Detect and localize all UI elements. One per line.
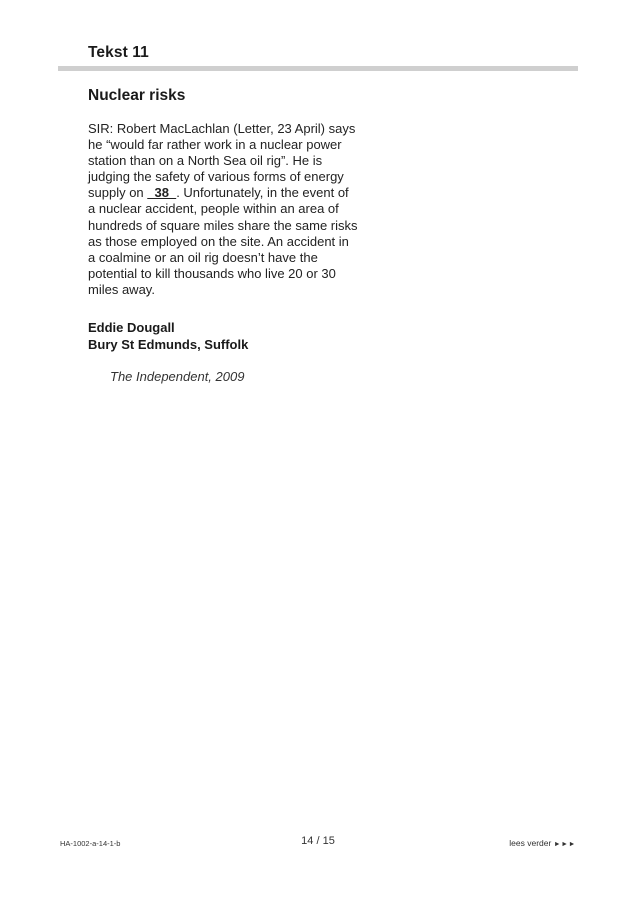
signature — [88, 320, 248, 353]
body-text-after-blank: . Unfortunately, in the event of a nuclear accident, people within an area of hundreds of square miles share the same risks as those employed on the site. An accident in a coalmine or an oil rig doesn’t have the potential to kill thousands who live 20 or 30 miles away. — [88, 185, 358, 297]
arrow-right-icon: ►►► — [553, 841, 576, 848]
page-number: 14 / 15 — [301, 835, 335, 847]
section-divider — [58, 66, 578, 71]
article-title: Nuclear risks — [88, 87, 186, 104]
exam-code: HA-1002-a-14-1-b — [60, 839, 121, 848]
source-citation: The Independent, 2009 — [110, 369, 245, 384]
question-blank-38: 38 — [147, 185, 177, 201]
continue-label — [509, 838, 576, 848]
article-body — [88, 121, 358, 298]
letter-paragraph — [88, 121, 358, 298]
section-label: Tekst 11 — [88, 44, 149, 61]
continue-text: lees verder — [509, 838, 552, 848]
page-footer — [58, 835, 578, 851]
author-name: Eddie Dougall — [88, 320, 175, 335]
author-location: Bury St Edmunds, Suffolk — [88, 336, 249, 352]
body-text-before-blank: SIR: Robert MacLachlan (Letter, 23 April) says he “would far rather work in a nuclear power station than on a North Sea oil rig”. He is judging the safety of various forms of energy supply on — [88, 121, 356, 201]
